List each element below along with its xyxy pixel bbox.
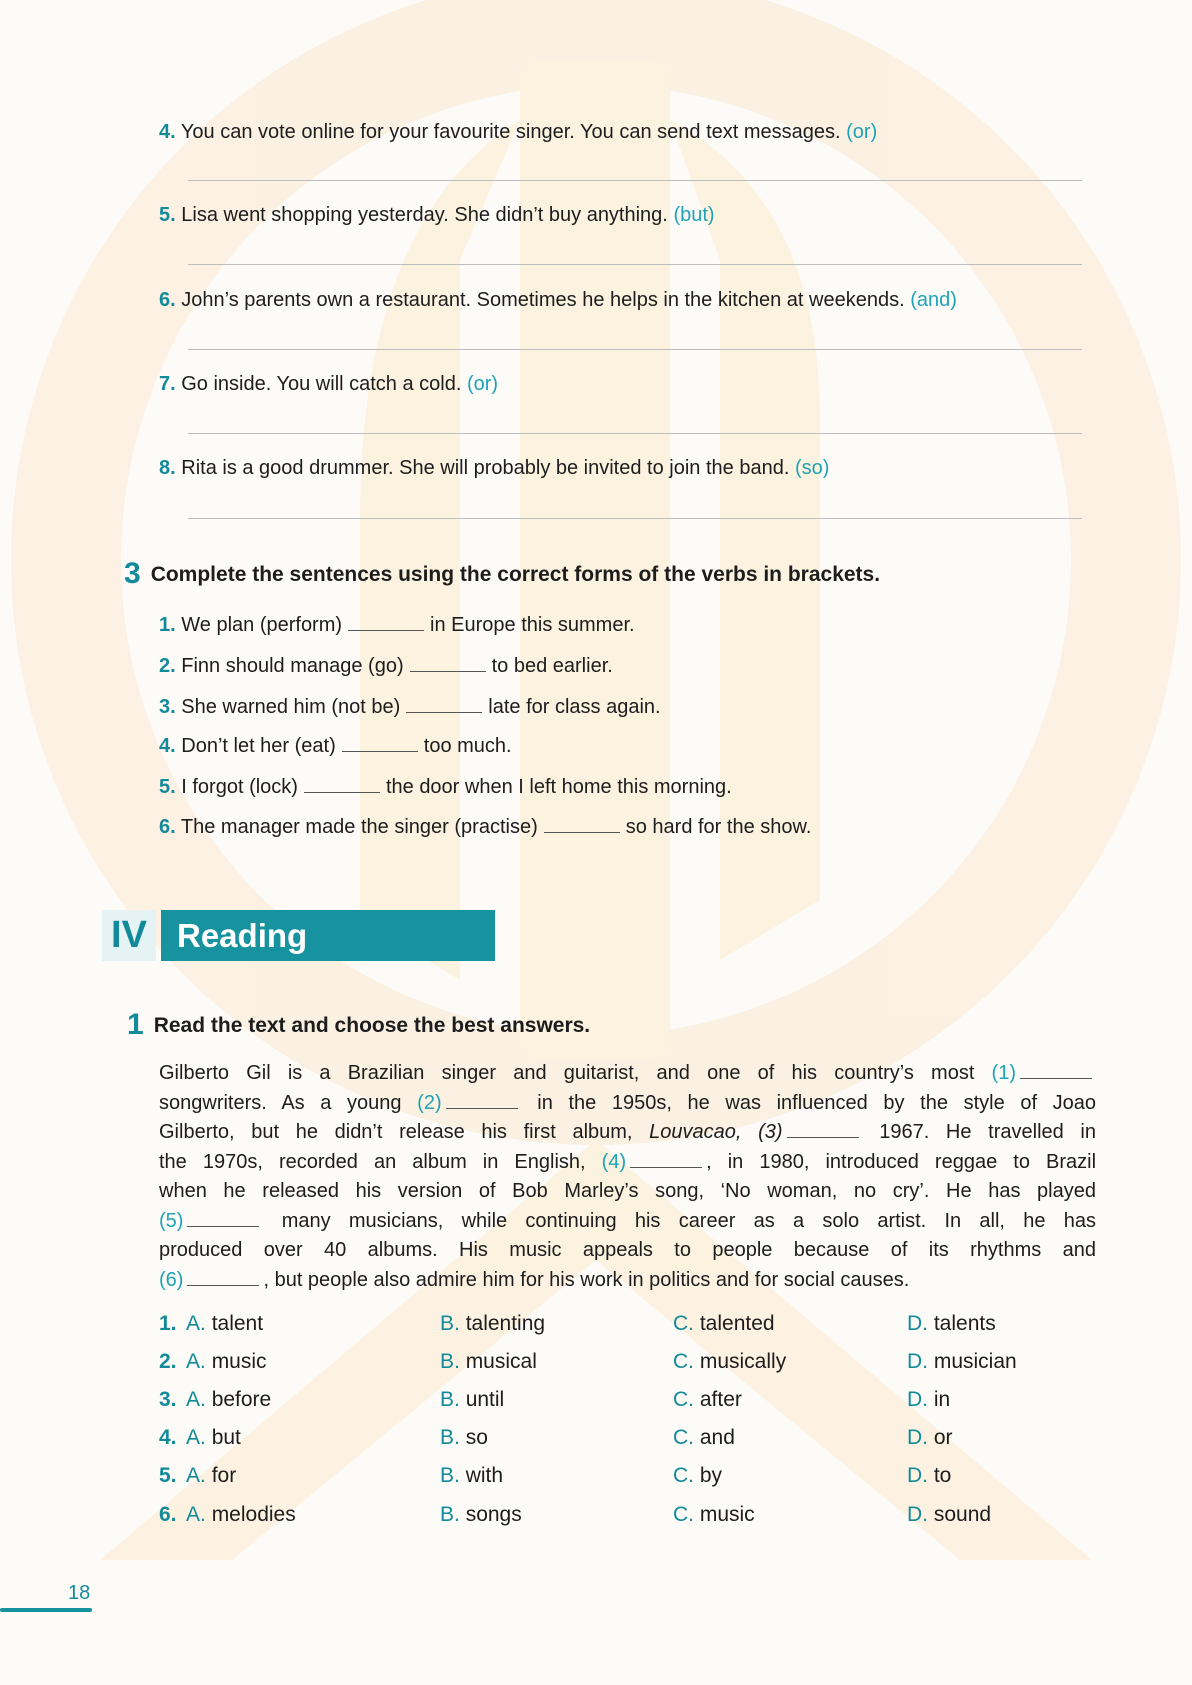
answer-line[interactable] [188, 518, 1082, 519]
answer-line[interactable] [188, 264, 1082, 265]
item-number: 6. [159, 289, 176, 311]
option-letter: A. [186, 1426, 206, 1449]
option-row-number: 3. [159, 1388, 177, 1411]
item-number: 4. [159, 121, 176, 143]
option-letter: C. [673, 1503, 694, 1526]
option-text: until [465, 1388, 505, 1411]
item-hint: (so) [794, 457, 830, 479]
section-title: Reading [161, 910, 495, 961]
item-hint: (or) [466, 373, 499, 395]
option-c[interactable] [673, 1311, 775, 1337]
option-text: talenting [465, 1312, 546, 1335]
option-text: or [933, 1426, 953, 1449]
option-d[interactable] [907, 1502, 991, 1528]
option-c[interactable] [673, 1425, 735, 1451]
option-text: music [699, 1503, 755, 1526]
item-number: 1. [159, 614, 176, 636]
option-text: to [933, 1464, 952, 1487]
item-number: 6. [159, 816, 176, 838]
passage-line: Gilberto, but he didn’t release his first album, Louvacao, (3) 1967. He travelled in [159, 1121, 1096, 1143]
option-d[interactable] [907, 1425, 953, 1451]
passage-blank[interactable] [1020, 1064, 1092, 1079]
option-b[interactable] [440, 1425, 488, 1451]
option-letter: C. [673, 1312, 694, 1335]
exercise-2-item-8 [159, 456, 829, 480]
option-text: talent [211, 1312, 264, 1335]
option-text: musically [699, 1350, 787, 1373]
passage-line: (6) , but people also admire him for his work in politics and for social causes. [159, 1268, 910, 1291]
option-c[interactable] [673, 1463, 722, 1489]
option-text: talents [933, 1312, 996, 1335]
passage-line: songwriters. As a young (2) in the 1950s, he was influenced by the style of Joao [159, 1091, 1097, 1114]
option-text: musician [933, 1350, 1017, 1373]
item-before: Don’t let her (eat) [181, 735, 336, 757]
answer-blank[interactable] [304, 776, 380, 793]
option-a[interactable] [186, 1425, 241, 1451]
exercise-2-item-7 [159, 372, 498, 396]
item-text: Go inside. You will catch a cold. [181, 373, 462, 395]
option-text: but [211, 1426, 241, 1449]
option-letter: B. [440, 1350, 460, 1373]
reading-passage [159, 1059, 1096, 1295]
option-b[interactable] [440, 1311, 545, 1337]
item-hint: (or) [846, 121, 878, 143]
option-d[interactable] [907, 1349, 1017, 1375]
option-text: so [465, 1426, 488, 1449]
option-text: after [699, 1388, 742, 1411]
item-hint: (and) [910, 289, 957, 311]
option-letter: A. [186, 1388, 206, 1411]
item-text: Rita is a good drummer. She will probably be invited to join the band. [181, 457, 790, 479]
option-b[interactable] [440, 1349, 537, 1375]
item-text: John’s parents own a restaurant. Sometimes he helps in the kitchen at weekends. [181, 289, 905, 311]
passage-line: the 1970s, recorded an album in English, (4) , in 1980, introduced reggae to Brazil [159, 1150, 1097, 1173]
item-after: so hard for the show. [625, 816, 812, 838]
answer-blank[interactable] [348, 614, 424, 631]
passage-line: Gilberto Gil is a Brazilian singer and guitarist, and one of his country’s most (1) [159, 1059, 1096, 1089]
exercise-2-item-6 [159, 288, 957, 312]
item-after: the door when I left home this morning. [385, 776, 732, 798]
passage-blank[interactable] [187, 1271, 259, 1286]
option-b[interactable] [440, 1463, 503, 1489]
exercise-3-heading [124, 557, 881, 590]
exercise-3-item-1 [159, 613, 635, 637]
exercise-2-item-5 [159, 203, 715, 227]
task-instruction: Read the text and choose the best answers. [153, 1014, 591, 1037]
item-before: The manager made the singer (practise) [180, 816, 538, 838]
option-row-number: 2. [159, 1350, 177, 1373]
option-letter: B. [440, 1503, 460, 1526]
task-number: 1 [127, 1008, 144, 1041]
answer-line[interactable] [188, 433, 1082, 434]
option-row-number: 6. [159, 1503, 177, 1526]
option-letter: B. [440, 1426, 460, 1449]
item-before: We plan (perform) [181, 614, 343, 636]
option-letter: D. [907, 1503, 928, 1526]
item-text: You can vote online for your favourite singer. You can send text messages. [180, 121, 841, 143]
option-b[interactable] [440, 1387, 504, 1413]
item-number: 5. [159, 776, 176, 798]
item-before: I forgot (lock) [181, 776, 298, 798]
option-text: songs [465, 1503, 522, 1526]
item-number: 3. [159, 696, 176, 718]
answer-blank[interactable] [406, 696, 482, 713]
option-b[interactable] [440, 1502, 522, 1528]
option-letter: C. [673, 1350, 694, 1373]
option-row-number: 5. [159, 1464, 177, 1487]
exercise-number: 3 [124, 557, 141, 590]
option-text: before [211, 1388, 272, 1411]
option-letter: D. [907, 1388, 928, 1411]
option-a[interactable] [186, 1311, 263, 1337]
section-roman-numeral: IV [102, 910, 156, 961]
reading-task-heading [127, 1008, 591, 1041]
option-letter: B. [440, 1464, 460, 1487]
option-row-number: 4. [159, 1426, 177, 1449]
passage-blank[interactable] [787, 1123, 859, 1138]
page-number: 18 [68, 1582, 91, 1604]
item-after: too much. [423, 735, 512, 757]
option-letter: D. [907, 1350, 928, 1373]
option-d[interactable] [907, 1463, 951, 1489]
option-text: with [465, 1464, 504, 1487]
option-a[interactable] [186, 1349, 267, 1375]
option-text: by [699, 1464, 723, 1487]
option-letter: C. [673, 1464, 694, 1487]
item-after: in Europe this summer. [430, 614, 635, 636]
item-before: She warned him (not be) [181, 696, 401, 718]
exercise-3-item-6 [159, 815, 811, 839]
option-text: talented [699, 1312, 775, 1335]
exercise-instruction: Complete the sentences using the correct forms of the verbs in brackets. [150, 563, 881, 586]
answer-blank[interactable] [342, 735, 418, 752]
item-number: 4. [159, 735, 176, 757]
option-letter: A. [186, 1503, 206, 1526]
passage-blank[interactable] [446, 1094, 518, 1109]
option-text: music [211, 1350, 267, 1373]
passage-line: when he released his version of Bob Marley’s song, ‘No woman, no cry’. He has played [159, 1180, 1096, 1202]
option-letter: A. [186, 1464, 206, 1487]
option-text: and [699, 1426, 735, 1449]
answer-blank[interactable] [410, 655, 486, 672]
option-a[interactable] [186, 1502, 296, 1528]
option-row-number: 1. [159, 1312, 177, 1335]
option-c[interactable] [673, 1502, 755, 1528]
answer-line[interactable] [188, 349, 1082, 350]
passage-line: produced over 40 albums. His music appeals to people because of its rhythms and [159, 1239, 1096, 1261]
option-letter: D. [907, 1312, 928, 1335]
option-letter: B. [440, 1312, 460, 1335]
option-text: musical [465, 1350, 537, 1373]
exercise-3-item-2 [159, 654, 613, 678]
option-text: for [211, 1464, 237, 1487]
option-d[interactable] [907, 1387, 950, 1413]
option-text: sound [933, 1503, 992, 1526]
item-number: 7. [159, 373, 176, 395]
option-a[interactable] [186, 1463, 236, 1489]
item-hint: (but) [673, 204, 715, 226]
exercise-3-item-3 [159, 695, 661, 719]
item-after: to bed earlier. [491, 655, 613, 677]
page-number-rule [0, 1608, 92, 1612]
item-number: 2. [159, 655, 176, 677]
passage-line: (5) many musicians, while continuing his career as a solo artist. In all, he has [159, 1209, 1096, 1232]
option-letter: C. [673, 1426, 694, 1449]
answer-line[interactable] [188, 180, 1082, 181]
option-letter: A. [186, 1350, 206, 1373]
option-letter: D. [907, 1426, 928, 1449]
option-letter: D. [907, 1464, 928, 1487]
item-after: late for class again. [488, 696, 661, 718]
exercise-3-item-4 [159, 734, 512, 758]
option-c[interactable] [673, 1349, 786, 1375]
answer-blank[interactable] [544, 816, 620, 833]
item-number: 8. [159, 457, 176, 479]
option-d[interactable] [907, 1311, 996, 1337]
option-text: melodies [211, 1503, 296, 1526]
item-text: Lisa went shopping yesterday. She didn’t buy anything. [181, 204, 668, 226]
exercise-2-item-4 [159, 120, 877, 144]
option-letter: A. [186, 1312, 206, 1335]
exercise-3-item-5 [159, 775, 732, 799]
passage-blank[interactable] [187, 1212, 259, 1227]
option-text: in [933, 1388, 951, 1411]
option-a[interactable] [186, 1387, 271, 1413]
item-number: 5. [159, 204, 176, 226]
option-letter: B. [440, 1388, 460, 1411]
item-before: Finn should manage (go) [181, 655, 404, 677]
section-header [102, 910, 495, 961]
passage-blank[interactable] [630, 1153, 702, 1168]
option-c[interactable] [673, 1387, 742, 1413]
option-letter: C. [673, 1388, 694, 1411]
